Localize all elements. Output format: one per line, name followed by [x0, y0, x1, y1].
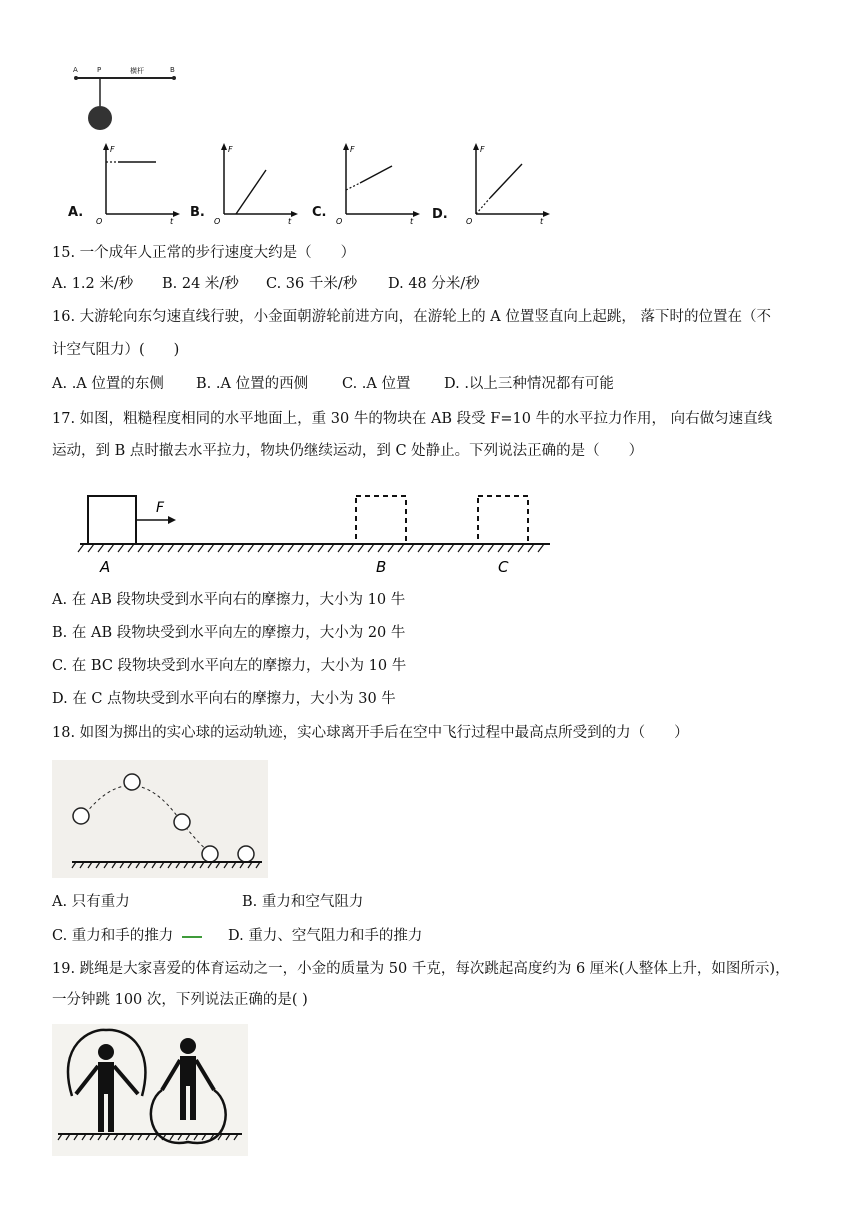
q17-label-c: C — [498, 558, 509, 576]
q15-option-a: A. 1.2 米/秒 — [52, 276, 134, 292]
graph-b — [210, 140, 300, 225]
q17-label-force: F — [156, 500, 165, 516]
graph-b-axis-t: t — [288, 217, 292, 225]
q18-option-c: C. 重力和手的推力 — [52, 928, 174, 944]
graph-d-axis-f: F — [480, 145, 485, 154]
lever-label-b: B — [170, 66, 175, 74]
q15-option-d: D. 48 分米/秒 — [388, 276, 480, 292]
q18-green-mark — [182, 936, 202, 938]
q17-option-b: B. 在 AB 段物块受到水平向左的摩擦力，大小为 20 牛 — [52, 625, 406, 641]
q15-option-b: B. 24 米/秒 — [162, 276, 239, 292]
q17-option-d: D. 在 C 点物块受到水平向右的摩擦力，大小为 30 牛 — [52, 691, 396, 707]
q16-option-b: B. .A 位置的西侧 — [196, 376, 309, 392]
q16-option-a: A. .A 位置的东侧 — [52, 376, 164, 392]
graph-b-axis-o: O — [214, 217, 221, 225]
graph-a-axis-t: t — [170, 217, 174, 225]
graph-b-axis-f: F — [228, 145, 233, 154]
q17-label-b: B — [376, 558, 387, 576]
graph-c-axis-f: F — [350, 145, 355, 154]
graph-c — [332, 140, 422, 225]
graph-a-axis-f: F — [110, 145, 115, 154]
q18-figure — [52, 760, 268, 878]
q19-stem-line2: 一分钟跳 100 次，下列说法正确的是( ) — [52, 992, 308, 1008]
q17-figure — [70, 482, 560, 576]
lever-label-bar: 横杆 — [130, 67, 144, 75]
q17-label-a: A — [100, 558, 111, 576]
lever-figure — [70, 62, 180, 132]
q16-stem-line2: 计空气阻力）( ) — [52, 342, 180, 358]
q17-option-c: C. 在 BC 段物块受到水平向左的摩擦力，大小为 10 牛 — [52, 658, 407, 674]
q16-stem-line1: 16. 大游轮向东匀速直线行驶，小金面朝游轮前进方向，在游轮上的 A 位置竖直向上起跳， 落下时的位置在（不 — [52, 309, 771, 325]
graph-a — [92, 140, 182, 225]
lever-label-a: A — [73, 66, 78, 74]
q19-figure — [52, 1024, 248, 1156]
q19-stem-line1: 19. 跳绳是大家喜爱的体育运动之一，小金的质量为 50 千克，每次跳起高度约为 6 厘米(人整体上升，如图所示)， — [52, 961, 790, 977]
graph-a-letter: A. — [68, 205, 84, 220]
graph-d-axis-t: t — [540, 217, 544, 225]
q17-option-a: A. 在 AB 段物块受到水平向右的摩擦力，大小为 10 牛 — [52, 592, 406, 608]
graph-c-axis-t: t — [410, 217, 414, 225]
q17-stem-line2: 运动，到 B 点时撤去水平拉力，物块仍继续运动，到 C 处静止。下列说法正确的是（ ） — [52, 443, 644, 459]
q15-option-c: C. 36 千米/秒 — [266, 276, 358, 292]
graph-a-axis-o: O — [96, 217, 103, 225]
graph-b-letter: B. — [190, 205, 205, 220]
q18-option-d: D. 重力、空气阻力和手的推力 — [228, 928, 423, 944]
q18-stem: 18. 如图为掷出的实心球的运动轨迹，实心球离开手后在空中飞行过程中最高点所受到的力（ ） — [52, 725, 689, 741]
graph-d — [462, 140, 552, 225]
q18-option-a: A. 只有重力 — [52, 894, 130, 910]
graph-d-letter: D. — [432, 207, 448, 222]
graph-c-axis-o: O — [336, 217, 343, 225]
q17-stem-line1: 17. 如图，粗糙程度相同的水平地面上，重 30 牛的物块在 AB 段受 F=10 牛的水平拉力作用， 向右做匀速直线 — [52, 411, 773, 427]
graph-c-letter: C. — [312, 205, 327, 220]
lever-label-p: P — [97, 66, 102, 74]
q18-option-b: B. 重力和空气阻力 — [242, 894, 364, 910]
q16-option-d: D. .以上三种情况都有可能 — [444, 376, 614, 392]
graph-d-axis-o: O — [466, 217, 473, 225]
q15-stem: 15. 一个成年人正常的步行速度大约是（ ） — [52, 245, 356, 261]
q16-option-c: C. .A 位置 — [342, 376, 411, 392]
